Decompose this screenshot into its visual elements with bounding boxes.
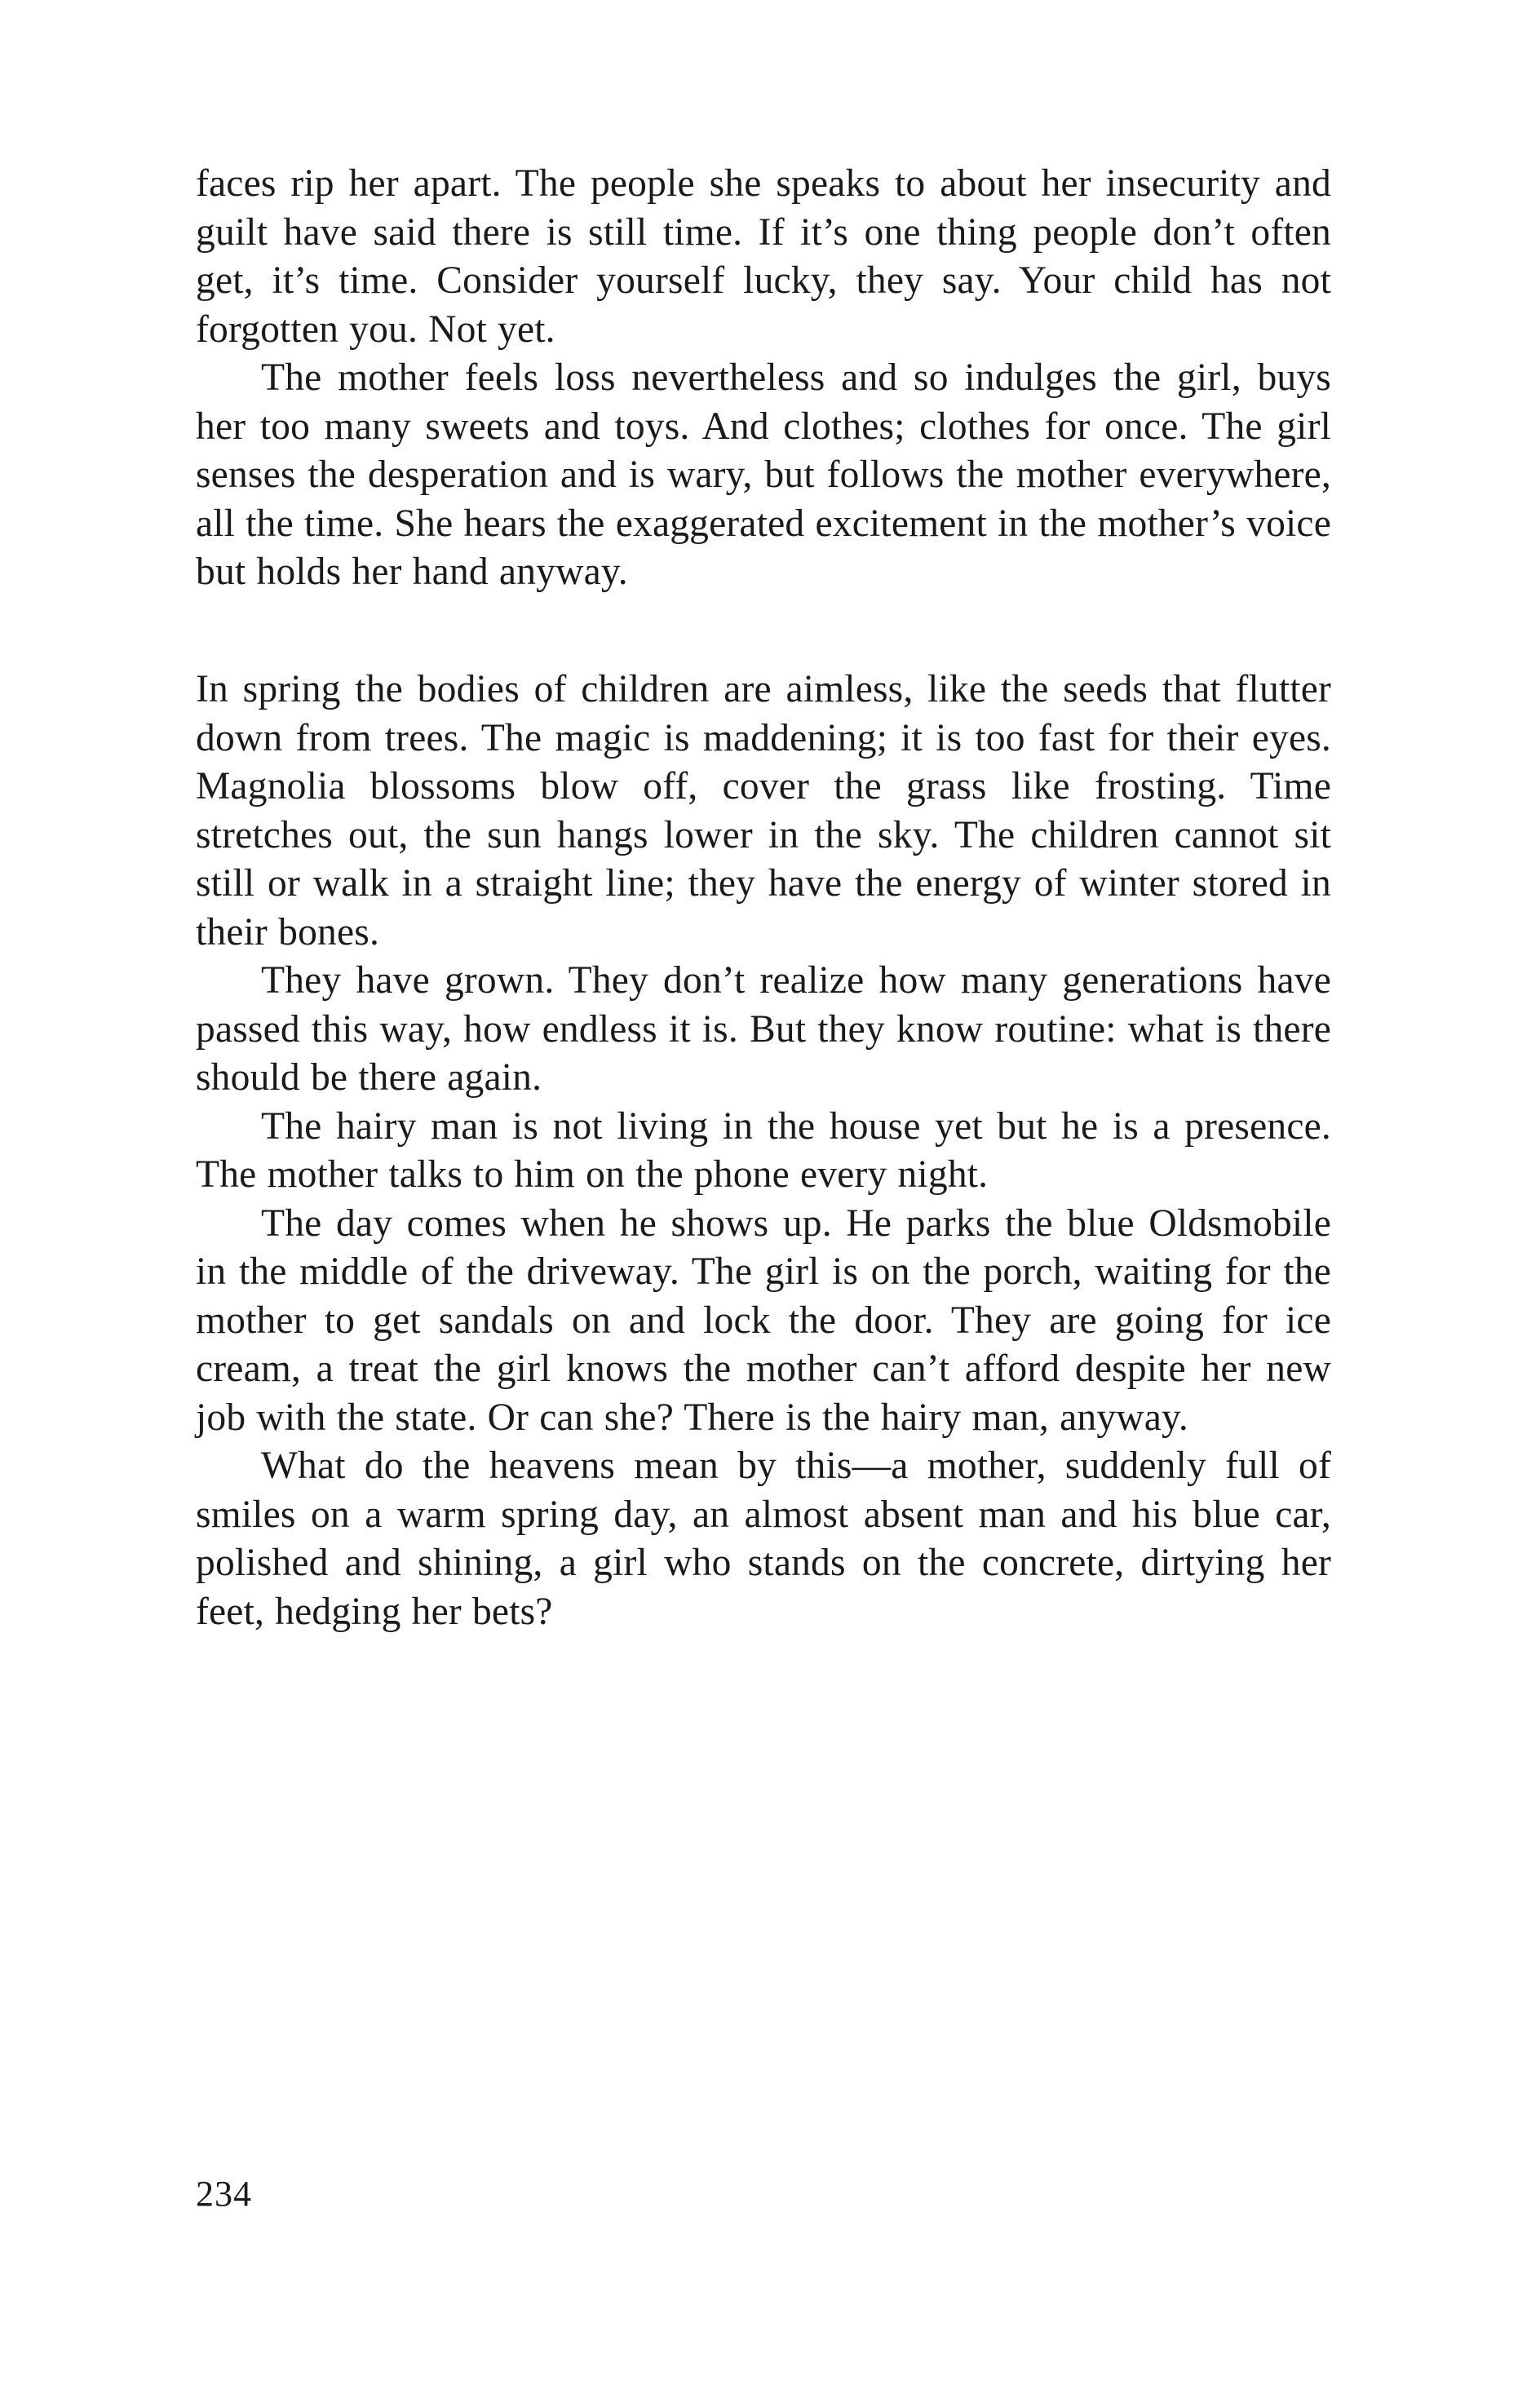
- paragraph: The hairy man is not living in the house yet but he is a presence. The mother talks to him on the phone every night.: [196, 1104, 1331, 1196]
- paragraph: The day comes when he shows up. He parks the blue Oldsmobile in the middle of the driveway. The girl is on the porch, waiting for the mother to get sandals on and lock the door. They are going for ice cream, a treat the girl knows the mother can’t afford despite her new job with the state. Or can she? There is the hairy man, anyway.: [196, 1201, 1331, 1439]
- paragraph: What do the heavens mean by this—a mother, suddenly full of smiles on a warm spring day, an almost absent man and his blue car, polished and shining, a girl who stands on the concrete, dirtying her feet, hedging her bets?: [196, 1445, 1331, 1633]
- paragraph: The mother feels loss nevertheless and so indulges the girl, buys her too many sweets and toys. And clothes; clothes for once. The girl senses the desperation and is wary, but follows the mother everywhere, all the time. She hears the exaggerated excitement in the mother’s voice but holds her hand anyway.: [196, 356, 1331, 593]
- paragraph: In spring the bodies of children are aimless, like the seeds that flutter down from trees. The magic is maddening; it is too fast for their eyes. Magnolia blossoms blow off, cover the grass like frosting. Time stretches out, the sun hangs lower in the sky. The children cannot sit still or walk in a straight line; they have the energy of winter stored in their bones.: [196, 668, 1331, 954]
- paragraph: faces rip her apart. The people she speaks to about her insecurity and guilt have said there is still time. If it’s one thing people don’t often get, it’s time. Consider yourself lucky, they say. Your child has not forgotten you. Not yet.: [196, 162, 1331, 351]
- paragraph: They have grown. They don’t realize how many generations have passed this way, how endless it is. But they know routine: what is there should be there again.: [196, 959, 1331, 1099]
- page-number: 234: [196, 2174, 252, 2214]
- text-section-1: [196, 160, 1331, 597]
- text-section-2: [196, 666, 1331, 1636]
